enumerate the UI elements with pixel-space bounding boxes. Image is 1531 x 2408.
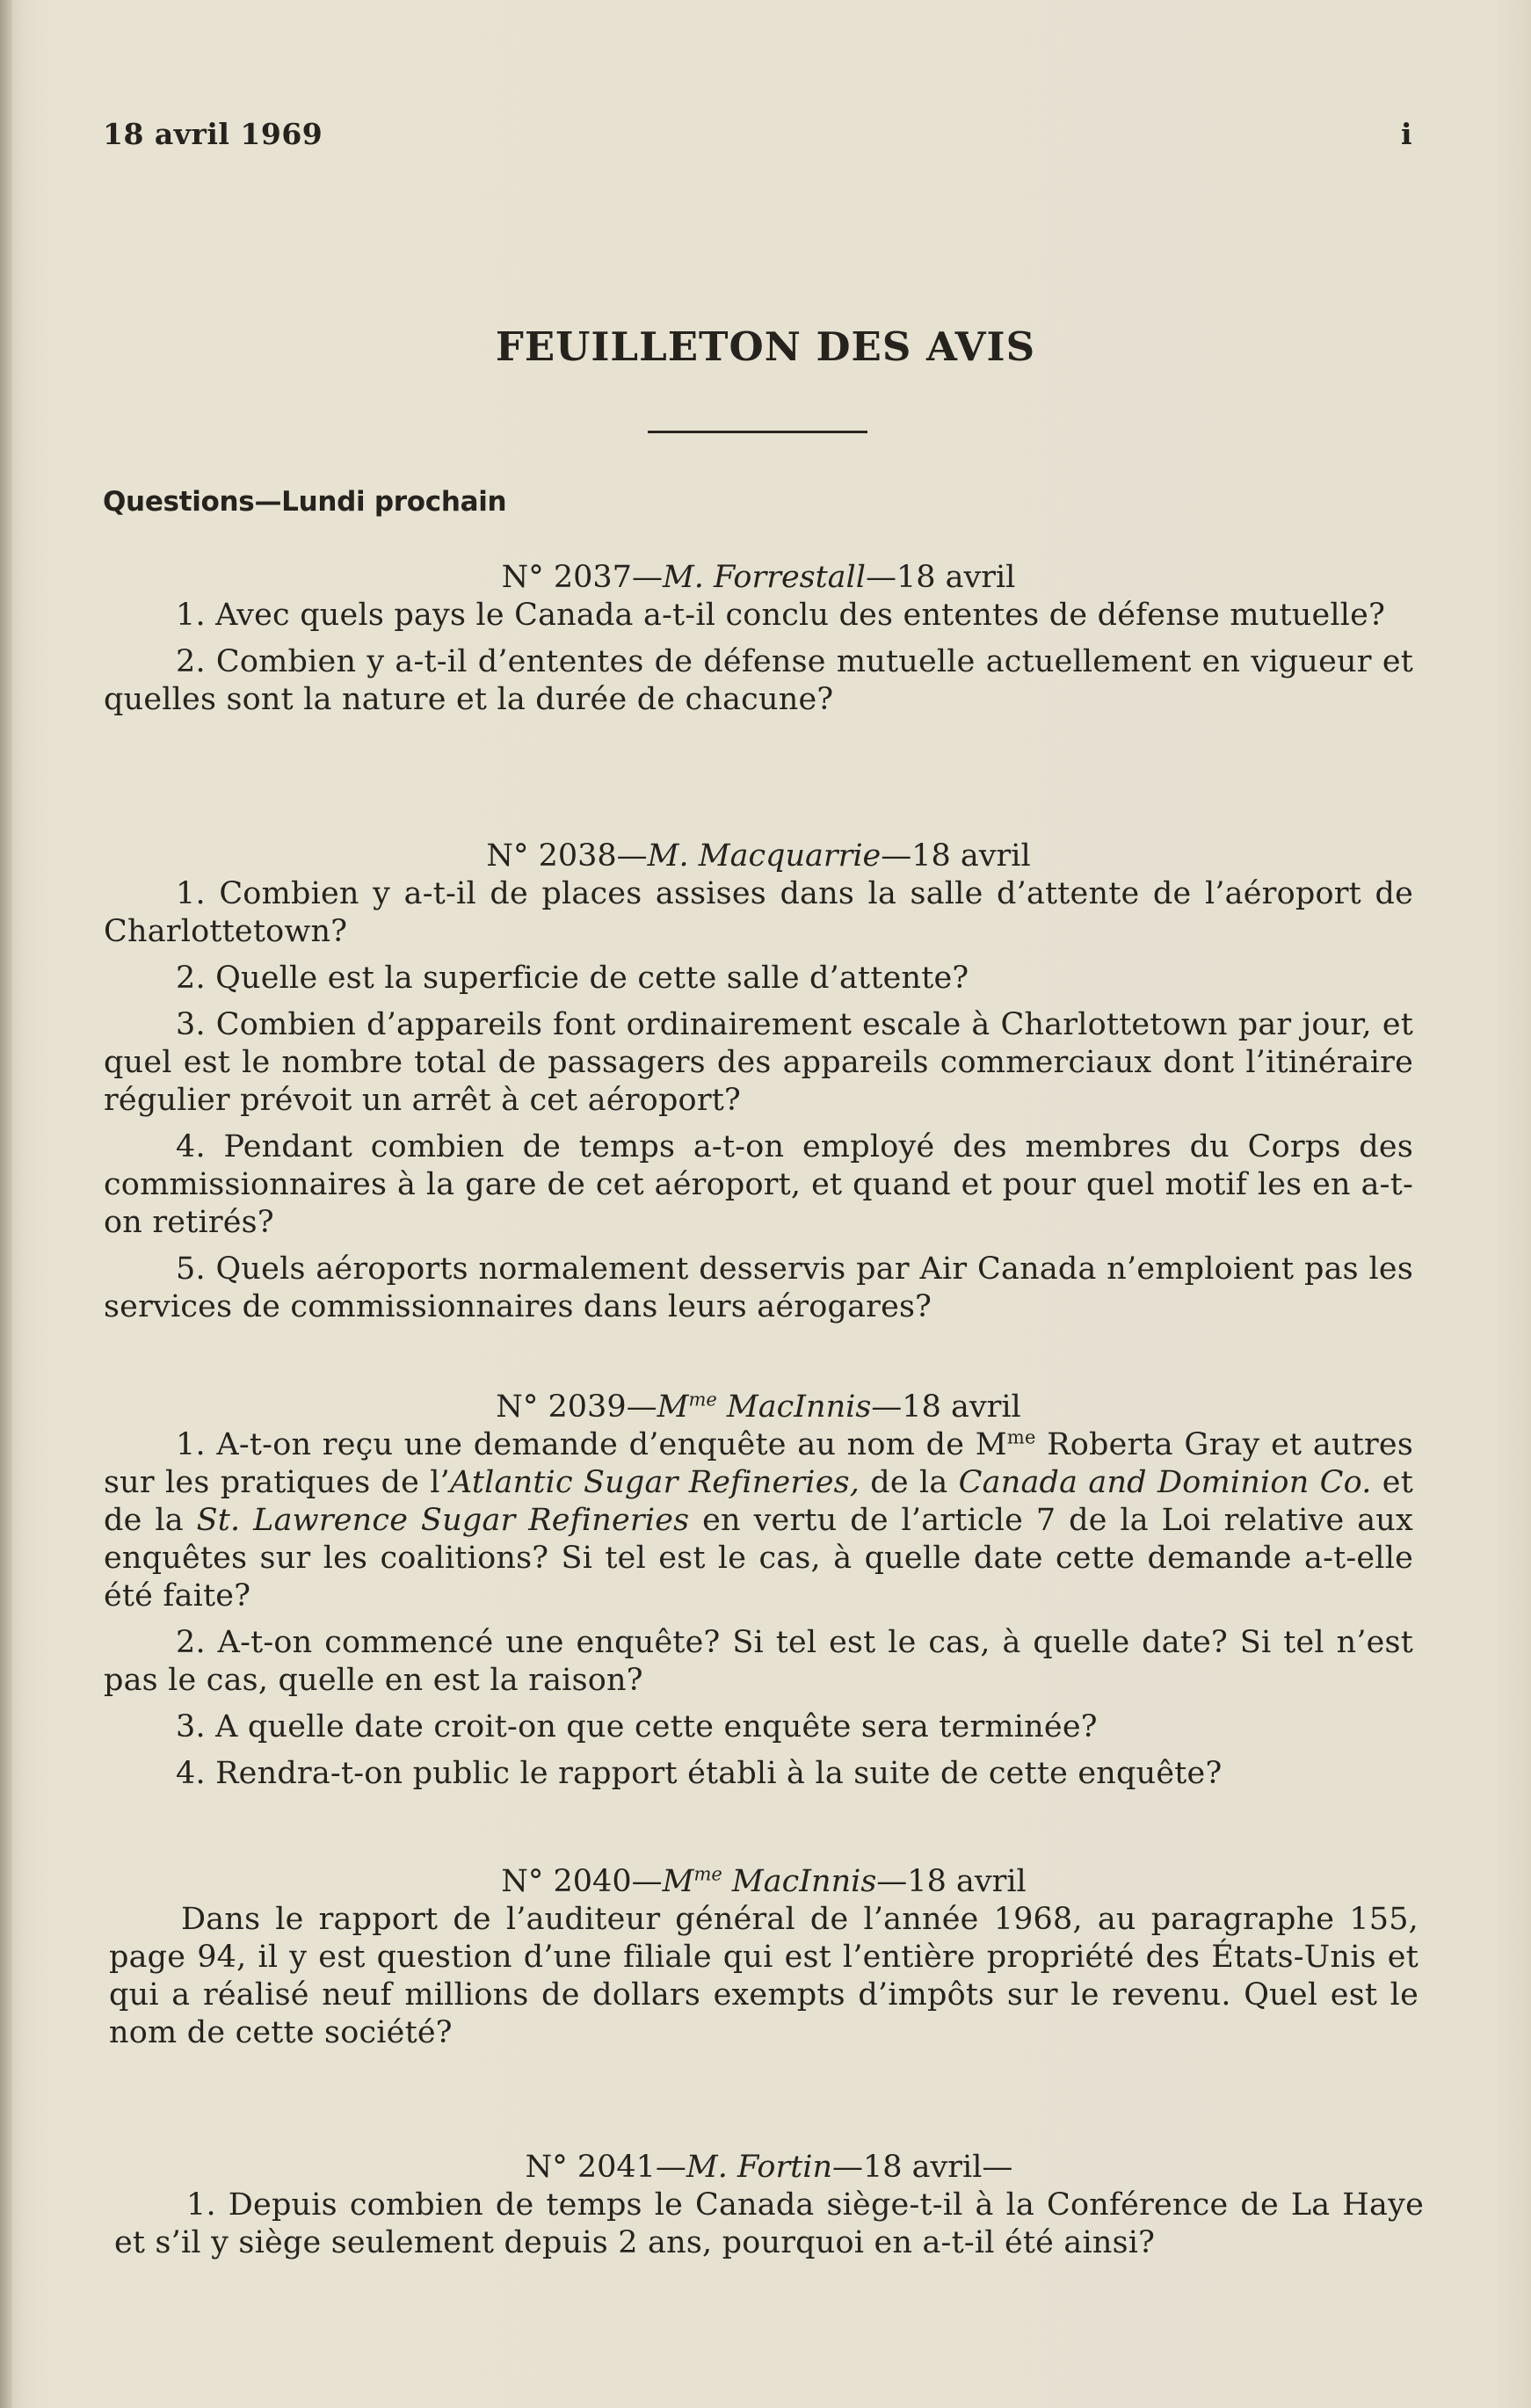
question-member: M. Fortin [686, 2150, 832, 2185]
item-text: et de la [104, 1465, 1413, 1538]
question-item: 3. Combien d’appareils font ordinairement escale à Charlottetown par jour, et quel est le nombre total de passagers des appareils commerciaux dont l’itinéraire régulier prévoit un arrêt à cet aéroport? [104, 1007, 1413, 1118]
item-text: Roberta Gray et autres sur les pratiques de l’ [104, 1427, 1413, 1500]
question-number: N° 2038 [486, 838, 617, 874]
question-item: 2. Combien y a-t-il d’ententes de défense mutuelle actuellement en vigueur et quelles sont la nature et la durée de chacune? [104, 644, 1413, 717]
question-date: 18 avril— [862, 2150, 1013, 2185]
question-header: N° 2041—M. Fortin—18 avril— [525, 2150, 1013, 2185]
question-2038 [104, 838, 1413, 1335]
company-name: Canada and Dominion Co. [958, 1465, 1372, 1500]
member-prefix: M [662, 1864, 694, 1899]
member-name: MacInnis [726, 1389, 872, 1425]
question-date: 18 avril [896, 560, 1016, 595]
member-prefix: M [657, 1389, 689, 1425]
title-rule [648, 431, 867, 433]
question-header: N° 2038—M. Macquarrie—18 avril [486, 838, 1031, 874]
question-item [104, 1426, 1413, 1615]
company-name: Atlantic Sugar Refineries, [450, 1465, 860, 1500]
question-2041 [114, 2149, 1424, 2271]
question-item: 2. Quelle est la superficie de cette salle d’attente? [176, 961, 969, 996]
question-2040 [109, 1863, 1419, 2061]
member-name: MacInnis [731, 1864, 877, 1899]
question-member [663, 1864, 877, 1899]
question-item: 1. Combien y a-t-il de places assises dans la salle d’attente de l’aéroport de Charlottetown? [104, 876, 1413, 949]
question-item: 3. A quelle date croit-on que cette enquête sera terminée? [176, 1709, 1098, 1744]
question-number: N° 2040 [501, 1864, 632, 1899]
question-number: N° 2041 [525, 2150, 656, 2185]
item-text: de la [860, 1465, 959, 1500]
question-item: 1. Depuis combien de temps le Canada siège-t-il à la Conférence de La Haye et s’il y siège seulement depuis 2 ans, pourquoi en a-t-il été ainsi? [114, 2187, 1424, 2260]
question-2037 [104, 559, 1413, 728]
question-member: M. Forrestall [662, 560, 866, 595]
item-sup: me [1006, 1426, 1036, 1448]
question-date: 18 avril [907, 1864, 1027, 1899]
question-header: N° 2037—M. Forrestall—18 avril [501, 560, 1016, 595]
item-text: en vertu de l’article 7 de la Loi relative aux enquêtes sur les coalitions? Si tel est le cas, à quelle date cette demande a-t-elle été faite? [104, 1503, 1413, 1614]
question-number: N° 2037 [501, 560, 632, 595]
question-item: 4. Pendant combien de temps a-t-on employé des membres du Corps des commissionnaires à la gare de cet aéroport, et quand et pour quel motif les en a-t-on retirés? [104, 1129, 1413, 1240]
question-header: N° $2039—M^{me}$ MacInnis—18 avril [496, 1389, 1021, 1425]
page-title: FEUILLETON DES AVIS [495, 323, 1036, 370]
item-text: 1. A-t-on reçu une demande d’enquête au nom de M [176, 1427, 1007, 1462]
question-number: N° 2039 [496, 1389, 627, 1425]
question-item: Dans le rapport de l’auditeur général de l’année 1968, au paragraphe 155, page 94, il y est question d’une filiale qui est l’entière propriété des États-Unis et qui a réalisé neuf millions de dollars exempts d’impôts sur le revenu. Quel est le nom de cette société? [109, 1902, 1419, 2050]
member-sup: me [693, 1863, 722, 1885]
question-member: M. Macquarrie [647, 838, 882, 874]
question-date: 18 avril [911, 838, 1031, 874]
question-item: 5. Quels aéroports normalement desservis par Air Canada n’emploient pas les services de commissionnaires dans leurs aérogares? [104, 1251, 1413, 1324]
header-date: 18 avril 1969 [103, 117, 323, 151]
question-item: 1. Avec quels pays le Canada a-t-il conclu des ententes de défense mutuelle? [176, 598, 1386, 633]
question-date: 18 avril [902, 1389, 1021, 1425]
member-sup: me [688, 1389, 717, 1411]
page-number: i [1400, 117, 1412, 151]
question-member [657, 1389, 872, 1425]
company-name: St. Lawrence Sugar Refineries [196, 1503, 690, 1538]
question-item: 4. Rendra-t-on public le rapport établi à la suite de cette enquête? [176, 1756, 1223, 1791]
question-item: 2. A-t-on commencé une enquête? Si tel est le cas, à quelle date? Si tel n’est pas le cas, quelle en est la raison? [104, 1625, 1413, 1698]
question-header: N° $2040—M^{me}$ MacInnis—18 avril [501, 1863, 1027, 1899]
question-2039 [104, 1389, 1413, 1802]
section-heading: Questions—Lundi prochain [103, 486, 507, 518]
